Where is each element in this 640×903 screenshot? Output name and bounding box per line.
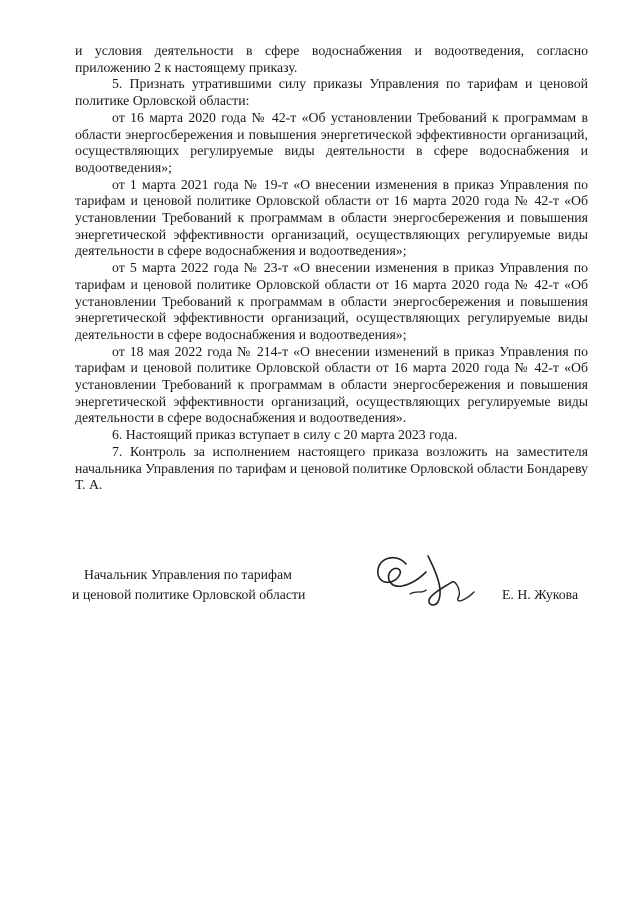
paragraph-item-6: 6. Настоящий приказ вступает в силу с 20 марта 2023 года. <box>112 427 458 443</box>
handwritten-signature-icon <box>366 542 476 612</box>
document-body <box>75 43 588 494</box>
signature-block <box>0 565 640 625</box>
paragraph-item-5: 5. Признать утратившими силу приказы Управления по тарифам и ценовой политике Орловской области: <box>75 76 588 109</box>
paragraph-item-7: 7. Контроль за исполнением настоящего приказа возложить на заместителя начальника Управления по тарифам и ценовой политике Орловской области Бондареву Т. А. <box>75 443 588 493</box>
paragraph-continuation: и условия деятельности в сфере водоснабжения и водоотведения, согласно приложению 2 к настоящему приказу. <box>75 43 588 75</box>
signatory-title-line2: и ценовой политике Орловской области <box>72 587 306 602</box>
paragraph-order-2022-may: от 18 мая 2022 года № 214-т «О внесении изменений в приказ Управления по тарифам и ценовой политике Орловской области от 16 марта 2020 года № 42-т «Об установлении Требований к программам в области энергосбережения и повышения энергетической эффективности организаций, осуществляющих регулируемые виды деятельности в сфере водоснабжения и водоотведения». <box>75 343 588 426</box>
signatory-title <box>72 565 306 605</box>
signatory-title-line1: Начальник Управления по тарифам <box>84 567 292 582</box>
signatory-name: Е. Н. Жукова <box>502 587 579 602</box>
paragraph-order-2022-march: от 5 марта 2022 года № 23-т «О внесении изменения в приказ Управления по тарифам и ценовой политике Орловской области от 16 марта 2020 года № 42-т «Об установлении Требований к программам в области энергосбережения и повышения энергетической эффективности организаций, осуществляющих регулируемые виды деятельности в сфере водоснабжения и водоотведения»; <box>75 260 588 342</box>
paragraph-order-2021: от 1 марта 2021 года № 19-т «О внесении изменения в приказ Управления по тарифам и ценовой политике Орловской области от 16 марта 2020 года № 42-т «Об установлении Требований к программам в области энергосбережения и повышения энергетической эффективности организаций, осуществляющих регулируемые виды деятельности в сфере водоснабжения и водоотведения»; <box>75 176 588 259</box>
paragraph-order-2020: от 16 марта 2020 года № 42-т «Об установлении Требований к программам в области энергосбережения и повышения энергетической эффективности организаций, осуществляющих регулируемые виды деятельности в сфере водоснабжения и водоотведения»; <box>75 109 588 175</box>
